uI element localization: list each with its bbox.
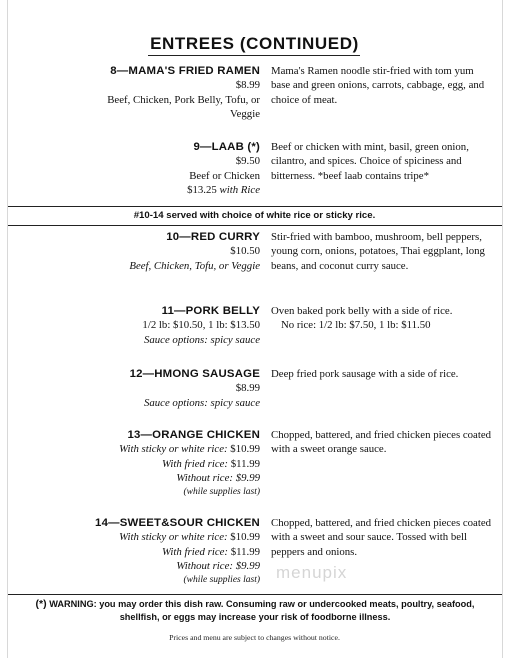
item-13-price-line — [20, 442, 260, 456]
item-14-name: 14—SWEET&SOUR CHICKEN — [95, 517, 260, 529]
raw-food-warning — [30, 598, 480, 624]
item-14-price-value: $10.99 — [227, 531, 260, 544]
item-8-options-2: Veggie — [230, 107, 260, 120]
item-8-pricing — [20, 64, 260, 121]
item-11-name: 11—PORK BELLY — [161, 305, 260, 317]
item-12-price: $8.99 — [235, 382, 260, 395]
item-14-price-line — [20, 559, 260, 573]
item-10-name: 10—RED CURRY — [166, 231, 260, 243]
item-11-no-rice-price: No rice: 1/2 lb: $7.50, 1 lb: $11.50 — [281, 319, 431, 332]
item-13-price-label: With fried rice: — [162, 457, 228, 470]
item-14-description: Chopped, battered, and fried chicken pieces coated with a sweet and sour sauce. Tossed with bell peppers and onions. — [271, 517, 492, 558]
item-9-description: Beef or chicken with mint, basil, green onion, cilantro, and spices. Choice of spiciness and bitterness. *beef laab contains tripe* — [271, 141, 469, 182]
item-13-name: 13—ORANGE CHICKEN — [127, 429, 260, 441]
rice-note-bottom-rule — [8, 225, 502, 226]
item-13-price-label: With sticky or white rice: — [119, 443, 228, 456]
item-14-availability-note: (while supplies last) — [183, 575, 260, 586]
item-9-rice-price — [20, 183, 260, 197]
item-12-pricing — [20, 367, 260, 410]
item-11-description-main: Oven baked pork belly with a side of rice. — [271, 305, 453, 317]
item-14-price-label: With fried rice: — [162, 545, 228, 558]
item-14-price-label: With sticky or white rice: — [119, 531, 228, 544]
page-title: ENTREES (CONTINUED) — [150, 34, 359, 53]
page-edge-left — [7, 0, 8, 658]
item-13-availability-note: (while supplies last) — [183, 487, 260, 498]
item-10-description: Stir-fried with bamboo, mushroom, bell peppers, young corn, onions, potatoes, Thai eggplant, long beans, and coconut curry sauce. — [271, 231, 485, 272]
item-13-price-line — [20, 471, 260, 485]
menupix-watermark: menupix — [276, 563, 348, 582]
item-9-rice-amount: $13.25 — [187, 183, 217, 196]
item-9-name: 9—LAAB (*) — [193, 141, 260, 153]
rice-note-top-rule — [8, 206, 502, 207]
item-14-price-line — [20, 530, 260, 544]
item-8-options: Beef, Chicken, Pork Belly, Tofu, or — [107, 93, 260, 106]
item-11-pricing — [20, 304, 260, 347]
item-10-price: $10.50 — [230, 245, 260, 258]
item-12-name: 12—HMONG SAUSAGE — [129, 368, 260, 380]
item-13-price-value: $11.99 — [228, 457, 260, 470]
title-underline — [148, 55, 360, 56]
item-12-description: Deep fried pork sausage with a side of rice. — [271, 368, 459, 380]
item-13-price-value: $10.99 — [227, 443, 260, 456]
item-8-price: $8.99 — [235, 79, 260, 92]
price-disclaimer: Prices and menu are subject to changes without notice. — [169, 633, 340, 642]
warning-top-rule — [8, 594, 502, 595]
item-11-price: 1/2 lb: $10.50, 1 lb: $13.50 — [142, 319, 260, 332]
item-9-pricing — [20, 140, 260, 197]
rice-note: #10-14 served with choice of white rice or sticky rice. — [133, 210, 376, 221]
item-14-price-line — [20, 545, 260, 559]
item-9-price: $9.50 — [235, 155, 260, 168]
item-8-description: Mama's Ramen noodle stir-fried with tom yum base and green onions, carrots, cabbage, egg, and choice of meat. — [271, 65, 485, 106]
item-9-rice-label: with Rice — [216, 183, 260, 196]
item-13-price-value: $9.99 — [233, 471, 260, 484]
item-8-name: 8—MAMA'S FRIED RAMEN — [110, 65, 260, 77]
item-11-options: Sauce options: spicy sauce — [143, 333, 260, 346]
item-13-description: Chopped, battered, and fried chicken pieces coated with a sweet orange sauce. — [271, 429, 492, 456]
item-10-options: Beef, Chicken, Tofu, or Veggie — [129, 259, 260, 272]
item-13-pricing — [20, 428, 260, 499]
item-14-price-value: $9.99 — [233, 559, 260, 572]
item-14-price-value: $11.99 — [228, 545, 260, 558]
item-9-options: Beef or Chicken — [189, 169, 260, 182]
warning-text: WARNING: you may order this dish raw. Consuming raw or undercooked meats, poultry, seafood, shellfish, or eggs may increase your risk of foodborne illness. — [46, 599, 475, 622]
item-14-price-label: Without rice: — [176, 559, 233, 572]
item-11-description — [271, 304, 493, 333]
item-14-pricing — [20, 516, 260, 587]
item-13-price-label: Without rice: — [176, 471, 233, 484]
warning-marker: (*) — [35, 598, 47, 610]
page-edge-right — [502, 0, 503, 658]
item-12-options: Sauce options: spicy sauce — [143, 396, 260, 409]
item-10-pricing — [20, 230, 260, 273]
item-13-price-line — [20, 457, 260, 471]
